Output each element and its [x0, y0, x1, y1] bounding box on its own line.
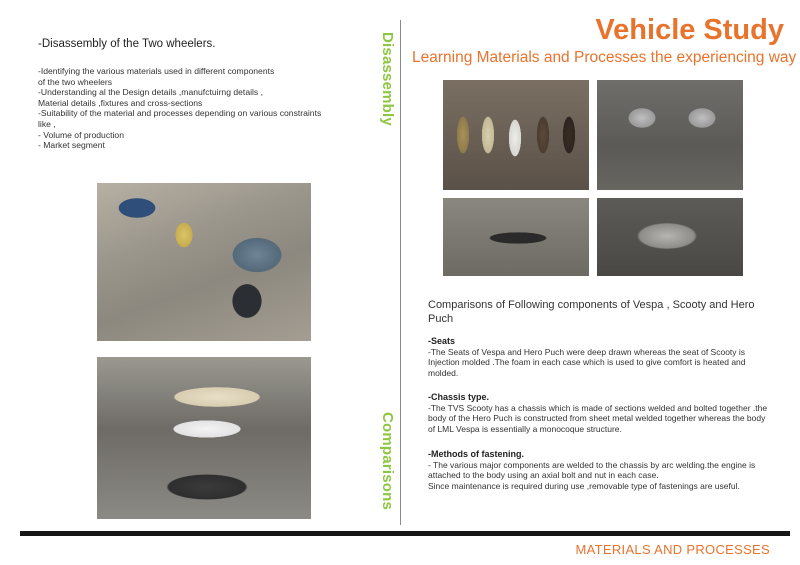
page-subtitle: Learning Materials and Processes the experiencing way [412, 49, 797, 66]
section-title: -Methods of fastening. [428, 449, 524, 459]
comparisons-vertical-label: Comparisons [379, 412, 396, 511]
seat-frames-photo [597, 80, 743, 190]
disassembled-scooter-photo [97, 183, 311, 341]
section-body: - The various major components are welded to the chassis by arc welding.the engine is attached to the body using an axial bolt and nut in each case. Since maintenance is required during use ,removable type of fastenings are useful. [428, 459, 756, 491]
list-item: like , [38, 118, 56, 129]
seat-and-chassis-photo [97, 357, 311, 519]
fastening-section [428, 449, 768, 491]
seats-comparison-photo [443, 80, 589, 190]
chassis-section [428, 392, 768, 434]
center-divider [400, 20, 401, 525]
list-item: -Suitability of the material and processes depending on various constraints [38, 108, 322, 119]
list-item: -Identifying the various materials used in different components [38, 66, 275, 76]
page-title: Vehicle Study [595, 14, 784, 46]
section-body: -The Seats of Vespa and Hero Puch were deep drawn whereas the seat of Scooty is Injection molded .The foam in each case which is used to give comfort is heated and molded. [428, 346, 746, 378]
list-item: - Volume of production [38, 129, 124, 140]
footer-text: MATERIALS AND PROCESSES [575, 542, 770, 557]
objectives-list [38, 66, 363, 151]
chassis-photo [443, 198, 589, 276]
body-shell-photo [597, 198, 743, 276]
left-heading: -Disassembly of the Two wheelers. [38, 38, 216, 50]
disassembly-vertical-label: Disassembly [379, 32, 396, 126]
list-item: - Market segment [38, 140, 105, 151]
list-item: Material details ,fixtures and cross-sections [38, 97, 203, 108]
seats-section [428, 336, 768, 378]
footer-bar [20, 531, 790, 536]
section-title: -Seats [428, 336, 456, 346]
section-body: -The TVS Scooty has a chassis which is made of sections welded and bolted together .the body of the Hero Puch is constructed from sheet metal welded together whereas the body of LML Vespa is essentially a monocoque structure. [428, 402, 768, 434]
list-item: of the two wheelers [38, 76, 113, 87]
comparisons-heading: Comparisons of Following components of Vespa , Scooty and Hero Puch [428, 299, 755, 325]
list-item: -Understanding al the Design details ,manufctuirng details , [38, 87, 263, 98]
section-title: -Chassis type. [428, 392, 490, 402]
